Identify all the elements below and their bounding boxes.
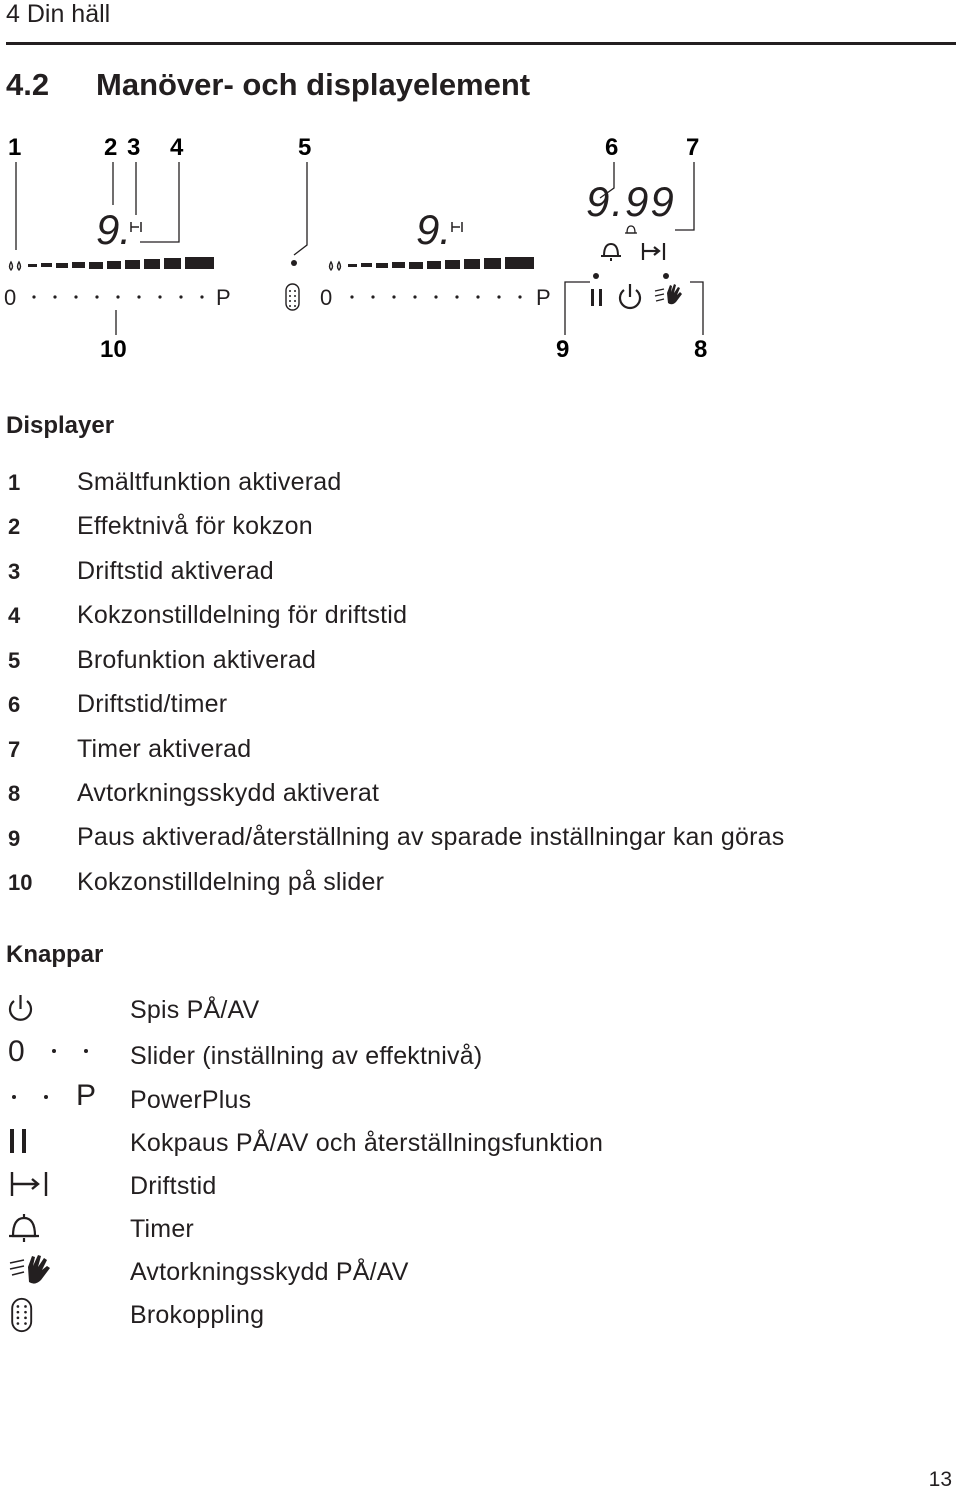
display-item-text: Timer aktiverad	[77, 735, 252, 763]
slider-left-dots	[32, 295, 203, 298]
display-item-text: Driftstid/timer	[77, 690, 228, 718]
section-title: Manöver- och displayelement	[96, 67, 531, 102]
slider-zero-icon	[4, 1037, 104, 1075]
display-item-text: Effektnivå för kokzon	[77, 512, 313, 540]
powerplus-symbol: P	[76, 1079, 97, 1112]
callout-1: 1	[8, 134, 22, 161]
section-number: 4.2	[6, 67, 50, 102]
display-item-number: 4	[8, 603, 21, 628]
key-text: Kokpaus PÅ/AV och återställningsfunktion	[130, 1129, 604, 1157]
pause-indicator-dot	[593, 273, 599, 279]
callout-9: 9	[556, 336, 570, 363]
zone-right-display	[320, 206, 551, 310]
display-item-number: 7	[8, 737, 21, 762]
display-item-text: Kokzonstilldelning för driftstid	[77, 601, 408, 629]
control-panel-diagram	[0, 120, 960, 380]
key-text: Timer	[130, 1215, 194, 1243]
melt-indicator-right	[330, 262, 341, 270]
slider-zero-symbol: 0	[8, 1035, 25, 1068]
callout-4: 4	[170, 134, 184, 161]
powerplus-icon	[4, 1081, 104, 1119]
level-bar-right	[348, 257, 534, 269]
slider-right-zero: 0	[320, 285, 333, 310]
bridge-icon-diagram	[286, 284, 299, 310]
display-item-number: 5	[8, 648, 21, 673]
page-number: 13	[928, 1468, 952, 1491]
timer-small-bell	[625, 226, 637, 233]
timer-bell-icon	[4, 1210, 104, 1248]
display-item-number: 1	[8, 470, 21, 495]
callout-5: 5	[298, 134, 312, 161]
buttons-heading: Knappar	[6, 941, 104, 968]
displays-heading: Displayer	[6, 412, 115, 439]
callout-10: 10	[100, 336, 127, 363]
display-item-text: Kokzonstilldelning på slider	[77, 868, 385, 896]
pause-key	[591, 289, 602, 306]
slider-right-p: P	[536, 285, 551, 310]
wipe-protection-key	[655, 284, 682, 304]
display-item-text: Avtorkningsskydd aktiverat	[77, 779, 380, 807]
key-text: PowerPlus	[130, 1086, 252, 1114]
power-icon	[4, 990, 104, 1028]
running-header: 4 Din häll	[6, 0, 111, 28]
slider-left-zero: 0	[4, 285, 17, 310]
display-item-text: Brofunktion aktiverad	[77, 646, 317, 674]
operating-time-key	[643, 243, 664, 260]
callout-8: 8	[694, 336, 708, 363]
display-item-text: Paus aktiverad/återställning av sparade inställningar kan göras	[77, 823, 785, 851]
key-text: Spis PÅ/AV	[130, 996, 260, 1024]
display-item-text: Driftstid aktiverad	[77, 557, 274, 585]
zone-right-timer-indicator	[452, 222, 462, 232]
display-item-number: 3	[8, 559, 21, 584]
display-item-number: 6	[8, 692, 21, 717]
display-item-number: 10	[8, 870, 33, 895]
operating-time-icon	[4, 1167, 104, 1205]
header-rule	[6, 42, 956, 45]
slider-left-p: P	[216, 285, 231, 310]
callout-6: 6	[605, 134, 619, 161]
display-item-number: 2	[8, 514, 21, 539]
zone-left-timer-indicator	[131, 222, 141, 232]
display-item-number: 9	[8, 826, 21, 851]
display-item-text: Smältfunktion aktiverad	[77, 468, 342, 496]
bridge-indicator-dot	[291, 260, 297, 266]
key-text: Driftstid	[130, 1172, 217, 1200]
slider-right-dots	[350, 295, 521, 298]
wipe-indicator-dot	[663, 273, 669, 279]
timer-display: 9.99	[586, 178, 676, 225]
pause-icon	[4, 1124, 104, 1162]
timer-bell-key	[601, 244, 621, 261]
key-text: Slider (inställning av effektnivå)	[130, 1042, 483, 1070]
wipe-protection-icon	[4, 1253, 104, 1291]
callout-3: 3	[127, 134, 141, 161]
display-item-number: 8	[8, 781, 21, 806]
key-text: Brokoppling	[130, 1301, 265, 1329]
power-key	[620, 284, 640, 308]
level-bar-left	[28, 257, 214, 269]
zone-left-digit: 9.	[96, 206, 132, 253]
zone-right-digit: 9.	[416, 206, 452, 253]
key-text: Avtorkningsskydd PÅ/AV	[130, 1258, 409, 1286]
callout-2: 2	[104, 134, 118, 161]
melt-indicator-left	[10, 262, 21, 270]
callout-7: 7	[686, 134, 700, 161]
bridge-icon	[4, 1296, 104, 1334]
zone-left-display	[4, 206, 231, 310]
